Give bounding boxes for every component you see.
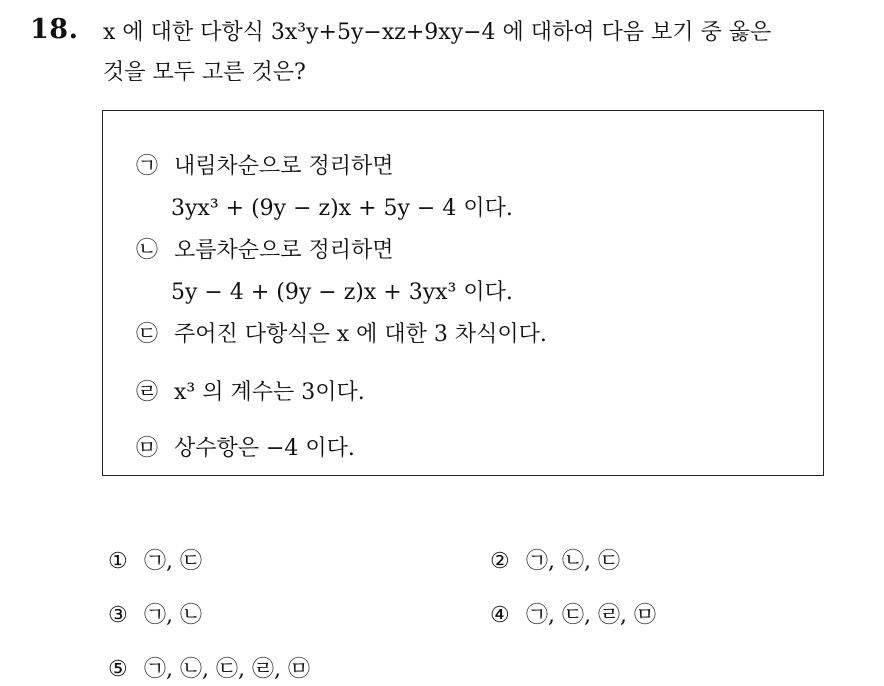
statement-item-d <box>136 375 365 406</box>
choice-text: ㉠, ㉡, ㉢ <box>526 549 620 574</box>
statement-subtext: 5y − 4 + (9y − z)x + 3yx³ 이다. <box>171 280 513 305</box>
choice-text: ㉠, ㉢ <box>144 549 202 574</box>
choice-number: ① <box>108 549 128 574</box>
choice-4[interactable] <box>490 598 656 629</box>
question-text-line1: x 에 대한 다항식 3x³y+5y−xz+9xy−4 에 대하여 다음 보기 중 옳은 <box>103 20 772 45</box>
choice-number: ⑤ <box>108 657 128 682</box>
choice-number: ④ <box>490 603 510 628</box>
statement-text: 상수항은 −4 이다. <box>174 436 355 461</box>
statement-item-c <box>136 317 547 348</box>
statement-text: 주어진 다항식은 x 에 대한 3 차식이다. <box>174 322 547 347</box>
choice-1[interactable] <box>108 544 202 575</box>
choice-text: ㉠, ㉢, ㉣, ㉤ <box>526 603 656 628</box>
choice-3[interactable] <box>108 598 202 629</box>
choice-text: ㉠, ㉡, ㉢, ㉣, ㉤ <box>144 657 310 682</box>
statement-text: 내림차순으로 정리하면 <box>174 154 394 179</box>
statement-text: x³ 의 계수는 3이다. <box>174 380 365 405</box>
statement-marker: ㉠ <box>136 154 159 179</box>
statement-marker: ㉡ <box>136 238 159 263</box>
statement-marker: ㉣ <box>136 380 159 405</box>
question-text-line2: 것을 모두 고른 것은? <box>103 60 306 85</box>
choice-number: ③ <box>108 603 128 628</box>
statement-item-e <box>136 431 355 462</box>
question-number: 18. <box>30 14 79 45</box>
statement-text: 오름차순으로 정리하면 <box>174 238 394 263</box>
statement-marker: ㉤ <box>136 436 159 461</box>
statement-marker: ㉢ <box>136 322 159 347</box>
choice-5[interactable] <box>108 652 310 683</box>
statement-item-b <box>136 233 394 264</box>
choice-2[interactable] <box>490 544 620 575</box>
statement-box <box>102 110 824 476</box>
statement-subtext: 3yx³ + (9y − z)x + 5y − 4 이다. <box>171 196 513 221</box>
statement-item-a <box>136 149 394 180</box>
choice-number: ② <box>490 549 510 574</box>
choice-text: ㉠, ㉡ <box>144 603 202 628</box>
